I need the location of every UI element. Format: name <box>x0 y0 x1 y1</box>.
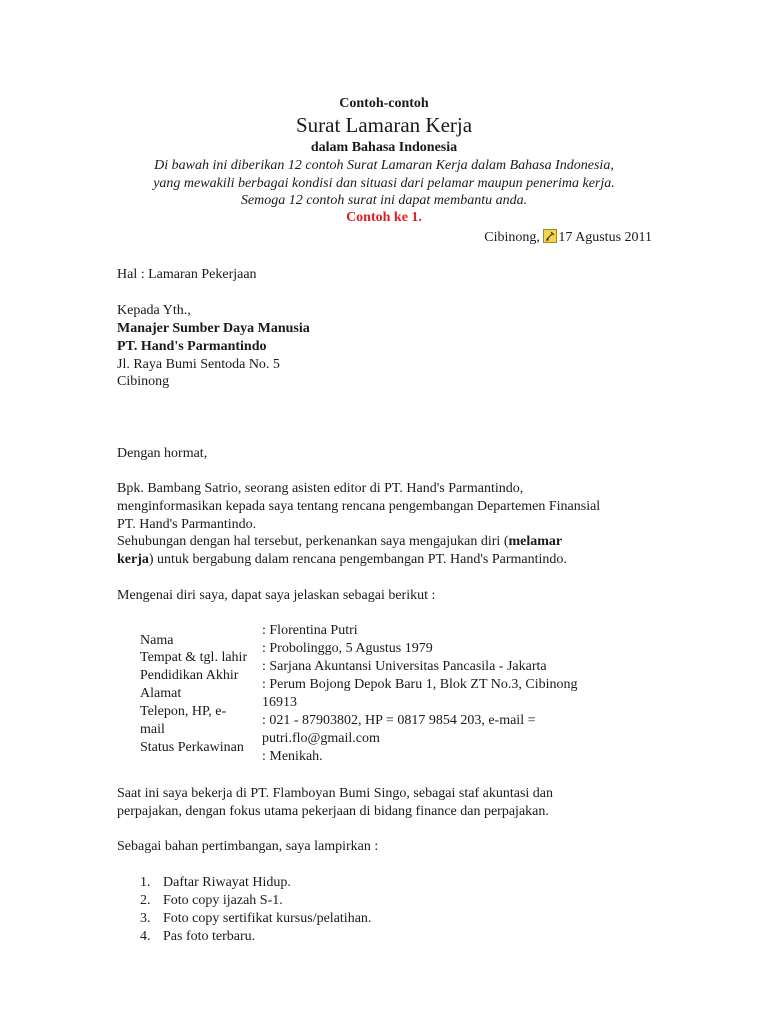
list-item-text: Pas foto terbaru. <box>163 929 256 944</box>
list-item-number: 3. <box>140 911 151 926</box>
attachments-intro: Sebagai bahan pertimbangan, saya lampirkan : <box>117 839 379 854</box>
recipient-to-label: Kepada Yth., <box>117 303 191 318</box>
info-label-birth: Tempat & tgl. lahir <box>140 650 248 665</box>
letter-date-line <box>484 229 652 246</box>
info-label-name: Nama <box>140 633 174 648</box>
intro-line-1: Di bawah ini diberikan 12 contoh Surat Lamaran Kerja dalam Bahasa Indonesia, <box>154 158 614 173</box>
recipient-address-line-2: Cibinong <box>117 374 170 389</box>
page-subtitle: dalam Bahasa Indonesia <box>310 140 458 155</box>
list-item-text: Daftar Riwayat Hidup. <box>163 875 291 890</box>
info-value-marital: : Menikah. <box>262 749 323 764</box>
list-item-number: 2. <box>140 893 151 908</box>
para3-line-1: Saat ini saya bekerja di PT. Flamboyan Bumi Singo, sebagai staf akuntasi dan <box>117 786 553 801</box>
info-label-education: Pendidikan Akhir <box>140 668 239 683</box>
info-label-phone-cont: mail <box>140 722 165 737</box>
info-value-email: putri.flo@gmail.com <box>262 731 380 746</box>
para3-line-2: perpajakan, dengan fokus utama pekerjaan di bidang finance dan perpajakan. <box>117 804 549 819</box>
info-value-name: : Florentina Putri <box>262 623 358 638</box>
para2-bold-1: melamar <box>508 534 563 549</box>
list-item-text: Foto copy ijazah S-1. <box>163 893 283 908</box>
para2-line-1 <box>117 533 562 550</box>
letter-place: Cibinong, <box>484 230 540 245</box>
para2-bold-2: kerja <box>117 552 149 567</box>
self-intro: Mengenai diri saya, dapat saya jelaskan sebagai berikut : <box>117 588 436 603</box>
header-kicker: Contoh-contoh <box>339 96 429 111</box>
page-title: Surat Lamaran Kerja <box>295 113 473 137</box>
recipient-address-line-1: Jl. Raya Bumi Sentoda No. 5 <box>117 357 280 372</box>
para2-text-pre: Sehubungan dengan hal tersebut, perkenankan saya mengajukan diri ( <box>117 534 509 549</box>
recipient-company: PT. Hand's Parmantindo <box>117 339 267 354</box>
example-label: Contoh ke 1. <box>346 210 422 225</box>
letter-date: 17 Agustus 2011 <box>558 230 652 245</box>
para2-text-post: ) untuk bergabung dalam rencana pengembangan PT. Hand's Parmantindo. <box>148 552 567 567</box>
list-item-number: 4. <box>140 929 151 944</box>
list-item-text: Foto copy sertifikat kursus/pelatihan. <box>163 911 372 926</box>
para1-line-3: PT. Hand's Parmantindo. <box>117 517 257 532</box>
info-value-address: : Perum Bojong Depok Baru 1, Blok ZT No.3, Cibinong <box>262 677 578 692</box>
para2-line-2 <box>117 551 567 568</box>
para1-line-2: menginformasikan kepada saya tentang rencana pengembangan Departemen Finansial <box>117 499 601 514</box>
info-value-address-cont: 16913 <box>262 695 297 710</box>
intro-line-3: Semoga 12 contoh surat ini dapat membantu anda. <box>240 193 528 208</box>
letter-greeting: Dengan hormat, <box>117 446 208 461</box>
info-label-phone: Telepon, HP, e- <box>140 704 227 719</box>
date-field-icon <box>543 229 557 243</box>
recipient-title: Manajer Sumber Daya Manusia <box>117 321 310 336</box>
info-label-marital: Status Perkawinan <box>140 740 244 755</box>
info-value-education: : Sarjana Akuntansi Universitas Pancasila - Jakarta <box>262 659 547 674</box>
letter-subject: Hal : Lamaran Pekerjaan <box>117 267 257 282</box>
info-value-birth: : Probolinggo, 5 Agustus 1979 <box>262 641 433 656</box>
intro-line-2: yang mewakili berbagai kondisi dan situasi dari pelamar maupun penerima kerja. <box>153 176 615 191</box>
list-item-number: 1. <box>140 875 151 890</box>
info-label-address: Alamat <box>140 686 182 701</box>
para1-line-1: Bpk. Bambang Satrio, seorang asisten editor di PT. Hand's Parmantindo, <box>117 481 524 496</box>
info-value-phone: : 021 - 87903802, HP = 0817 9854 203, e-mail = <box>262 713 536 728</box>
